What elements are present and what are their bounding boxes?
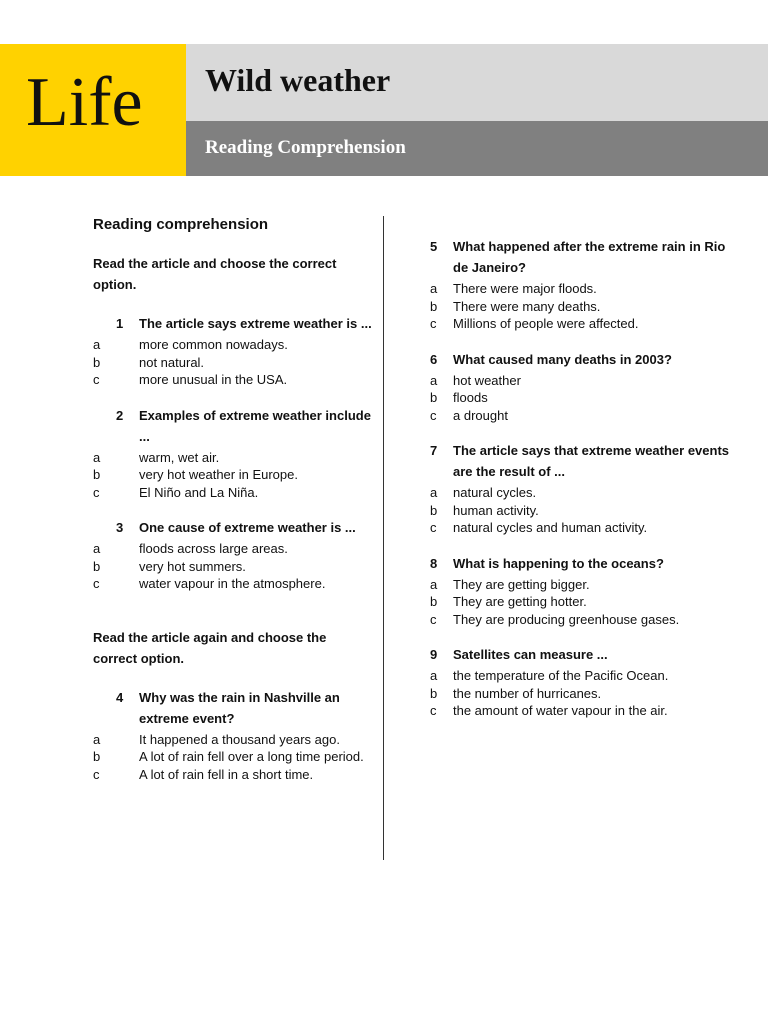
question-head xyxy=(430,644,730,665)
answer-option[interactable] xyxy=(430,315,730,333)
option-text: They are getting bigger. xyxy=(453,576,590,592)
option-letter: a xyxy=(430,576,438,592)
answer-option[interactable] xyxy=(430,576,730,594)
option-text: It happened a thousand years ago. xyxy=(139,731,340,747)
brand-block xyxy=(0,44,186,176)
title-band xyxy=(186,44,768,121)
question-text: What caused many deaths in 2003? xyxy=(453,351,672,367)
question-list-3 xyxy=(430,236,730,720)
answer-option[interactable] xyxy=(430,702,730,720)
question-number: 1 xyxy=(116,316,124,331)
option-text: There were major floods. xyxy=(453,281,597,296)
option-text: human activity. xyxy=(453,502,539,518)
option-letter: b xyxy=(93,749,101,764)
question-4 xyxy=(93,687,373,784)
question-9 xyxy=(430,644,730,720)
question-6 xyxy=(430,349,730,425)
answer-option[interactable] xyxy=(93,748,373,766)
header xyxy=(0,44,768,176)
option-letter: b xyxy=(430,685,438,701)
question-number: 2 xyxy=(116,407,124,423)
option-text: There were many deaths. xyxy=(453,298,601,314)
answer-option[interactable] xyxy=(430,407,730,425)
option-text: the amount of water vapour in the air. xyxy=(453,703,668,718)
answer-option[interactable] xyxy=(93,371,373,389)
answer-option[interactable] xyxy=(93,336,373,354)
option-text: the number of hurricanes. xyxy=(453,685,602,701)
option-text: They are producing greenhouse gases. xyxy=(453,611,680,627)
option-text: floods across large areas. xyxy=(139,541,288,556)
option-text: El Niño and La Niña. xyxy=(139,484,259,500)
answer-option[interactable] xyxy=(93,466,373,484)
answer-option[interactable] xyxy=(430,611,730,629)
option-letter: c xyxy=(430,611,437,627)
answer-option[interactable] xyxy=(93,540,373,558)
option-text: Millions of people were affected. xyxy=(453,316,639,331)
question-head xyxy=(116,687,373,729)
answer-option[interactable] xyxy=(430,593,730,611)
answer-option[interactable] xyxy=(430,502,730,520)
option-letter: b xyxy=(430,298,438,314)
option-text: warm, wet air. xyxy=(139,449,220,465)
option-text: a drought xyxy=(453,407,508,423)
option-letter: a xyxy=(430,485,438,500)
option-text: not natural. xyxy=(139,354,205,370)
answer-option[interactable] xyxy=(93,449,373,467)
column-divider xyxy=(383,216,384,860)
option-letter: c xyxy=(93,372,100,387)
option-letter: c xyxy=(430,703,437,718)
right-column xyxy=(430,236,730,736)
question-2 xyxy=(93,405,373,502)
answer-option[interactable] xyxy=(430,685,730,703)
section-title: Reading comprehension xyxy=(93,216,269,233)
option-text: natural cycles and human activity. xyxy=(453,520,648,535)
question-text: The article says that extreme weather events are the result of ... xyxy=(453,443,730,479)
question-text: What is happening to the oceans? xyxy=(453,555,664,571)
answer-option[interactable] xyxy=(430,667,730,685)
question-list-1 xyxy=(93,313,373,593)
option-letter: b xyxy=(430,502,438,518)
left-column xyxy=(93,216,373,799)
question-number: 8 xyxy=(430,555,438,571)
option-text: A lot of rain fell in a short time. xyxy=(139,766,314,782)
question-text: Satellites can measure ... xyxy=(453,647,608,662)
question-text: Why was the rain in Nashville an extreme event? xyxy=(139,689,340,726)
question-number: 5 xyxy=(430,239,438,254)
option-text: the temperature of the Pacific Ocean. xyxy=(453,668,669,683)
option-letter: a xyxy=(93,731,101,747)
option-letter: b xyxy=(430,390,438,405)
option-text: They are getting hotter. xyxy=(453,594,587,609)
option-letter: c xyxy=(430,407,437,423)
option-text: more unusual in the USA. xyxy=(139,372,288,387)
question-number: 6 xyxy=(430,351,438,367)
question-number: 9 xyxy=(430,647,438,662)
page-subtitle: Reading Comprehension xyxy=(205,137,406,158)
answer-option[interactable] xyxy=(93,575,373,593)
option-letter: c xyxy=(430,520,437,535)
question-head xyxy=(116,405,373,447)
option-text: very hot weather in Europe. xyxy=(139,467,298,482)
question-7 xyxy=(430,440,730,537)
question-head xyxy=(116,517,373,538)
option-letter: a xyxy=(93,541,101,556)
option-text: A lot of rain fell over a long time period. xyxy=(139,749,364,764)
answer-option[interactable] xyxy=(93,731,373,749)
answer-option[interactable] xyxy=(430,298,730,316)
option-letter: c xyxy=(93,484,100,500)
question-1 xyxy=(93,313,373,389)
option-letter: a xyxy=(430,281,438,296)
question-head xyxy=(430,349,730,370)
question-number: 4 xyxy=(116,689,124,705)
option-letter: b xyxy=(93,467,101,482)
option-letter: b xyxy=(93,558,101,574)
option-letter: b xyxy=(93,354,101,370)
answer-option[interactable] xyxy=(430,372,730,390)
question-text: Examples of extreme weather include ... xyxy=(139,407,371,444)
question-head xyxy=(430,553,730,574)
option-letter: c xyxy=(93,576,100,591)
option-text: floods xyxy=(453,390,488,405)
answer-option[interactable] xyxy=(430,389,730,407)
answer-option[interactable] xyxy=(430,484,730,502)
question-head xyxy=(116,313,373,334)
question-number: 7 xyxy=(430,443,438,458)
option-letter: b xyxy=(430,594,438,609)
option-text: hot weather xyxy=(453,372,521,388)
option-text: natural cycles. xyxy=(453,485,537,500)
option-text: more common nowadays. xyxy=(139,337,288,352)
page-title: Wild weather xyxy=(205,62,391,98)
option-letter: a xyxy=(93,449,101,465)
answer-option[interactable] xyxy=(93,354,373,372)
question-head xyxy=(430,236,730,278)
question-text: One cause of extreme weather is ... xyxy=(139,520,356,535)
answer-option[interactable] xyxy=(93,558,373,576)
answer-option[interactable] xyxy=(93,484,373,502)
option-text: very hot summers. xyxy=(139,558,246,574)
answer-option[interactable] xyxy=(93,766,373,784)
option-letter: c xyxy=(430,316,437,331)
question-5 xyxy=(430,236,730,333)
question-list-2 xyxy=(93,687,373,784)
option-letter: c xyxy=(93,766,100,782)
answer-option[interactable] xyxy=(430,280,730,298)
answer-option[interactable] xyxy=(430,519,730,537)
brand-logo: Life xyxy=(26,64,143,141)
option-letter: a xyxy=(430,372,438,388)
option-text: water vapour in the atmosphere. xyxy=(139,576,326,591)
instruction-1: Read the article and choose the correct option. xyxy=(93,256,337,292)
option-letter: a xyxy=(93,337,101,352)
option-letter: a xyxy=(430,668,438,683)
question-head xyxy=(430,440,730,482)
question-text: The article says extreme weather is ... xyxy=(139,316,372,331)
question-8 xyxy=(430,553,730,629)
instruction-2: Read the article again and choose the correct option. xyxy=(93,629,327,666)
question-3 xyxy=(93,517,373,593)
question-text: What happened after the extreme rain in Rio de Janeiro? xyxy=(453,239,726,275)
subtitle-band xyxy=(186,121,768,176)
question-number: 3 xyxy=(116,520,124,535)
